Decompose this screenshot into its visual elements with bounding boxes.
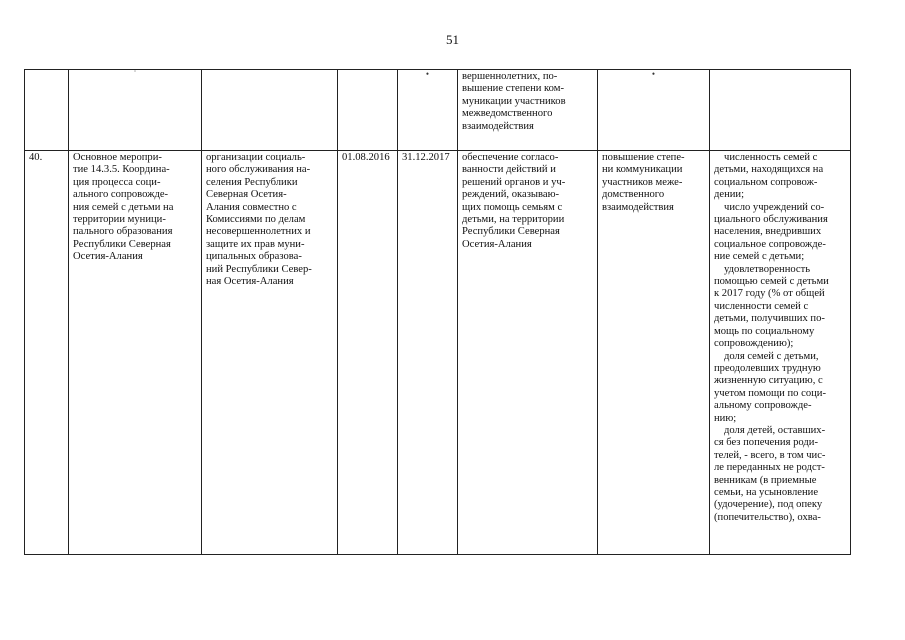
result-line: муникации участников (462, 95, 566, 107)
indicator-line: помощью семей с детьми (714, 276, 829, 288)
result-line: Республики Северная (462, 226, 560, 238)
executor-line: Северная Осетия- (206, 189, 287, 201)
cell-indicators (710, 70, 851, 151)
indicator-line: жизненную ситуацию, с (714, 375, 823, 387)
expected-result (458, 151, 598, 555)
result-line: щих помощь семьям с (462, 201, 563, 213)
indicator-line: нию; (714, 412, 737, 424)
cell-end: • (398, 70, 458, 151)
result-line: реждений, оказываю- (462, 189, 560, 201)
indicator-line: венникам (в приемные (714, 474, 817, 486)
indicator-line: мощь по социальному (714, 325, 815, 337)
indicator-line: детьми, получивших по- (714, 313, 825, 325)
executor-line: несовершеннолетних и (206, 226, 311, 238)
cell-start (338, 70, 398, 151)
indicator-line: ле переданных не родст- (714, 462, 825, 474)
consequence-line: повышение степе- (602, 152, 685, 163)
indicator-line: населения, внедривших (714, 226, 822, 238)
end-date: 31.12.2017 (398, 151, 458, 555)
consequence-line: участников меже- (602, 176, 683, 188)
executor-line: селения Республики (206, 176, 298, 188)
program-table (24, 69, 851, 555)
indicator-line: семьи, на усыновление (714, 486, 819, 498)
indicator-line: численности семей с (714, 300, 809, 312)
activity-description (69, 151, 202, 555)
indicator-line: к 2017 году (% от общей (714, 288, 825, 300)
indicator-line: циального обслуживания (714, 214, 828, 226)
executor-line: ципальных образова- (206, 251, 302, 263)
indicator-line: сопровождению); (714, 338, 794, 350)
indicator-line: (попечительство), охва- (714, 511, 821, 523)
table-row (25, 151, 851, 555)
result-line: взаимодействия (462, 120, 534, 132)
executor-line: Комиссиями по делам (206, 214, 306, 226)
result-line: детьми, на территории (462, 214, 565, 226)
cell-activity: ˙ (69, 70, 202, 151)
consequence (598, 151, 710, 555)
result-line: вершеннолетних, по- (462, 71, 558, 82)
indicator-line: учетом помощи по соци- (714, 387, 826, 399)
cell-executor (202, 70, 338, 151)
activity-line: Основное меропри- (73, 152, 162, 163)
executor-line: защите их прав муни- (206, 238, 305, 250)
executor-line: Алания совместно с (206, 201, 297, 213)
table-row-continuation (25, 70, 851, 151)
activity-line: территории муници- (73, 214, 166, 226)
executor-description (202, 151, 338, 555)
page-number: 51 (446, 32, 459, 47)
row-number: 40. (25, 151, 69, 555)
activity-line: тие 14.3.5. Координа- (73, 164, 170, 176)
executor-line: организации социаль- (206, 152, 306, 163)
indicator-line: детьми, находящихся на (714, 164, 824, 176)
activity-line: пального образования (73, 226, 173, 238)
activity-line: Республики Северная (73, 238, 171, 250)
indicator-line: численность семей с (724, 152, 818, 163)
result-line: Осетия-Алания (462, 238, 532, 250)
result-line: решений органов и уч- (462, 176, 566, 188)
indicator-line: телей, - всего, в том чис- (714, 449, 826, 461)
result-line: ванности действий и (462, 164, 556, 176)
consequence-line: взаимодействия (602, 201, 674, 213)
indicator-line: удовлетворенность (724, 263, 811, 275)
indicator-line: (удочерение), под опеку (714, 499, 823, 511)
activity-line: Осетия-Алания (73, 251, 143, 263)
executor-line: ная Осетия-Алания (206, 276, 294, 288)
activity-line: ция процесса соци- (73, 176, 161, 188)
result-line: вышение степени ком- (462, 83, 564, 95)
indicator-line: социальное сопровожде- (714, 238, 826, 250)
cell-result (458, 70, 598, 151)
indicator-line: дении; (714, 189, 745, 201)
indicators (710, 151, 851, 555)
indicator-line: социальном сопровож- (714, 176, 818, 188)
indicator-line: альному сопровожде- (714, 400, 812, 412)
result-line: межведомственного (462, 108, 553, 120)
indicator-line: доля семей с детьми, (724, 350, 819, 362)
cell-consequence: • (598, 70, 710, 151)
activity-line: ния семей с детьми на (73, 201, 174, 213)
indicator-line: преодолевших трудную (714, 362, 821, 374)
cell-number (25, 70, 69, 151)
indicator-line: ние семей с детьми; (714, 251, 805, 263)
start-date: 01.08.2016 (338, 151, 398, 555)
consequence-line: ни коммуникации (602, 164, 683, 176)
indicator-line: доля детей, оставших- (724, 424, 826, 436)
executor-line: ного обслуживания на- (206, 164, 311, 176)
consequence-line: домственного (602, 189, 665, 201)
result-line: обеспечение согласо- (462, 152, 559, 163)
activity-line: ального сопровожде- (73, 189, 169, 201)
indicator-line: число учреждений со- (724, 201, 825, 213)
executor-line: ний Республики Север- (206, 263, 312, 275)
indicator-line: ся без попечения роди- (714, 437, 818, 449)
